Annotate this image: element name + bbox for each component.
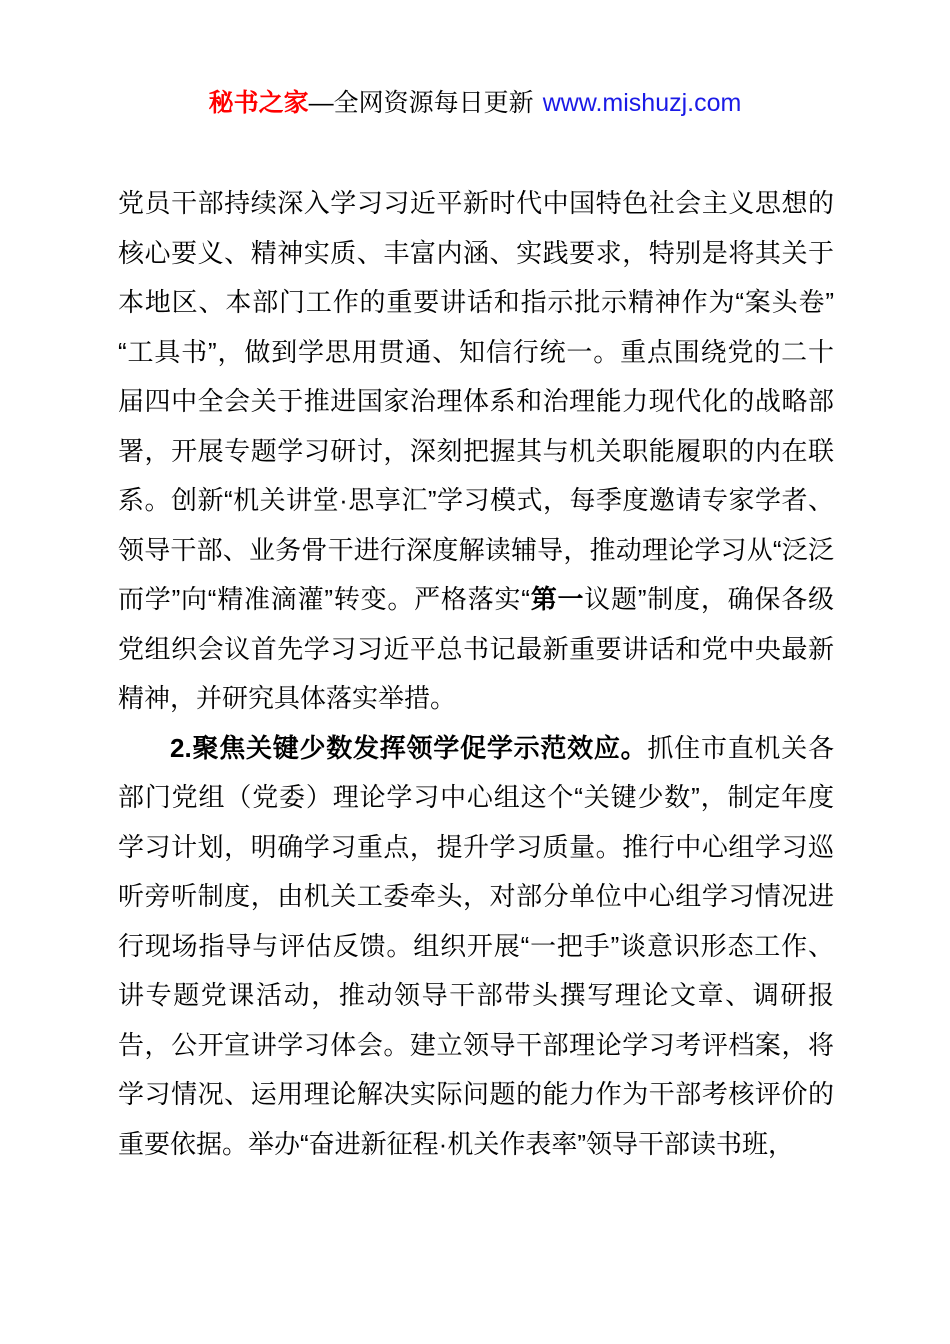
page-header [0,88,950,118]
text-run: 议题”制度，确保各级党组织会议首先学习习近平总书记最新重要讲话和党中央最新精神，并研究具体落实举措。 [118,584,834,713]
site-brand: 秘书之家 [208,89,309,117]
paragraph [118,724,834,1170]
text-run: 抓住市直机关各部门党组（党委）理论学习中心组这个“关键少数”，制定年度学习计划，明确学习重点，提升学习质量。推行中心组学习巡听旁听制度，由机关工委牵头，对部分单位中心组学习情况进行现场指导与评估反馈。组织开展“一把手”谈意识形态工作、讲专题党课活动，推动领导干部带头撰写理论文章、调研报告，公开宣讲学习体会。建立领导干部理论学习考评档案，将学习情况、运用理论解决实际问题的能力作为干部考核评价的重要依据。举办“奋进新征程·机关作表率”领导干部读书班， [118,732,834,1159]
bold-run: 第一 [529,584,585,614]
document-body [118,179,834,1169]
text-run: 党员干部持续深入学习习近平新时代中国特色社会主义思想的核心要义、精神实质、丰富内涵、实践要求，特别是将其关于本地区、本部门工作的重要讲话和指示批示精神作为“案头卷”“工具书”，做到学思用贯通、知信行统一。重点围绕党的二十届四中全会关于推进国家治理体系和治理能力现代化的战略部署，开展专题学习研讨，深刻把握其与机关职能履职的内在联系。创新“机关讲堂·思享汇”学习模式，每季度邀请专家学者、领导干部、业务骨干进行深度解读辅导，推动理论学习从“泛泛而学”向“精准滴灌”转变。严格落实“ [118,188,834,614]
header-tagline: —全网资源每日更新 [308,89,534,117]
site-url[interactable]: www.mishuzj.com [542,89,742,117]
paragraph [118,179,834,724]
bold-run: 2.聚焦关键少数发挥领学促学示范效应。 [170,732,648,763]
